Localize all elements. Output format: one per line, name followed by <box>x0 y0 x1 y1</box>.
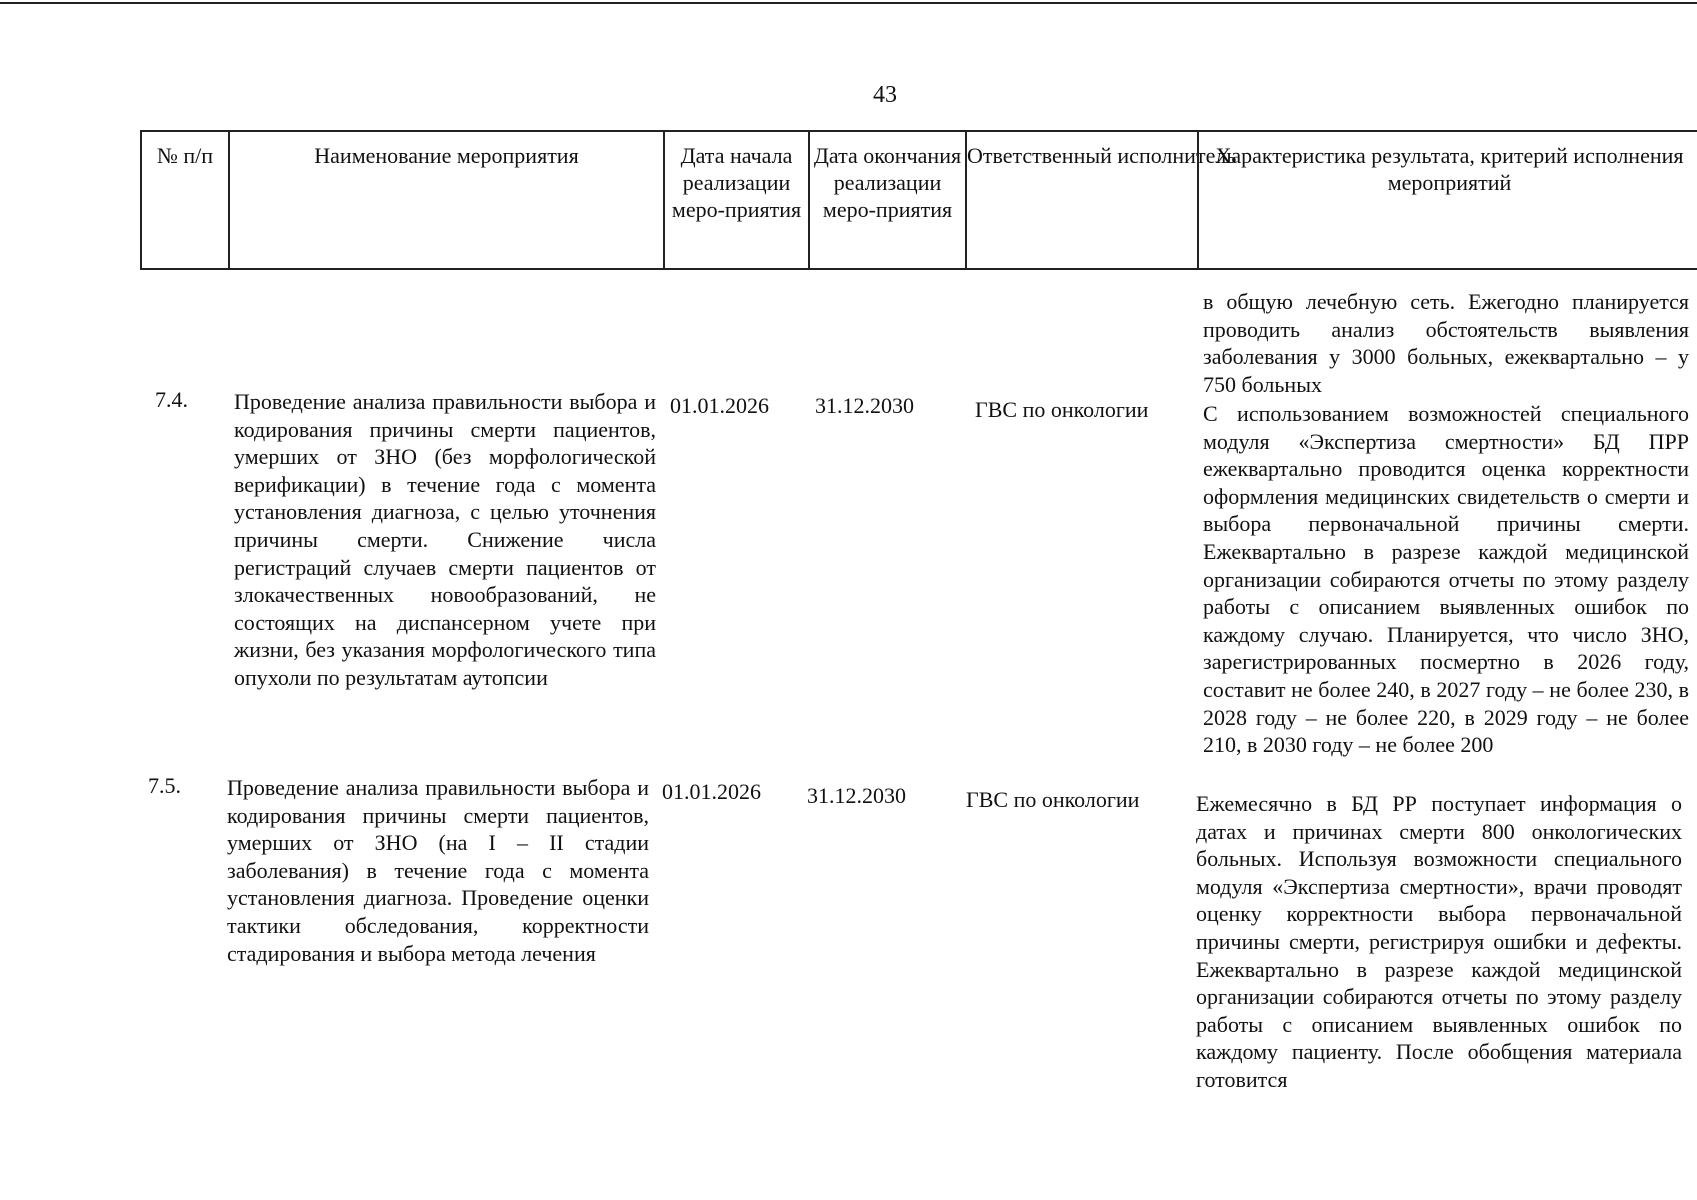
row-end-date: 31.12.2030 <box>807 783 906 808</box>
header-start-date: Дата начала реализации меро-приятия <box>663 130 808 270</box>
row-result: С использованием возможностей специального модуля «Экспертиза смертности» БД ПРР ежеквартально проводится оценка корректности оформления медицинских свидетельств о смерти и выбора первоначальной причины смерти. Ежеквартально в разрезе каждой медицинской организации собираются отчеты по этому разделу работы с описанием выявленных ошибок по каждому случаю. Планируется, что число ЗНО, зарегистрированных посмертно в 2026 году, составит не более 240, в 2027 году – не более 230, в 2028 году – не более 220, в 2029 году – не более 210, в 2030 году – не более 200 <box>1203 401 1689 758</box>
continuation-text: в общую лечебную сеть. Ежегодно планируется проводить анализ обстоятельств выявления заболевания у 3000 больных, ежеквартально – у 750 больных <box>1203 289 1689 397</box>
header-num: № п/п <box>140 130 228 270</box>
header-bottom-border <box>140 268 1697 270</box>
row-start-date: 01.01.2026 <box>662 779 761 804</box>
row-end-date: 31.12.2030 <box>815 393 914 418</box>
top-border-line <box>0 2 1697 4</box>
header-result: Характеристика результата, критерий исполнения мероприятий <box>1197 130 1697 270</box>
header-name: Наименование мероприятия <box>228 130 663 270</box>
page-number: 43 <box>873 82 897 108</box>
row-start-date: 01.01.2026 <box>670 393 769 418</box>
row-name: Проведение анализа правильности выбора и кодирования причины смерти пациентов, умерших от ЗНО (на I – II стадии заболевания) в течение года с момента установления диагноза. Проведение оценки тактики обследования, корректности стадирования и выбора метода лечения <box>227 775 649 966</box>
row-responsible: ГВС по онкологии <box>975 397 1149 422</box>
header-responsible: Ответственный исполнитель <box>965 130 1197 270</box>
row-result: Ежемесячно в БД РР поступает информация о датах и причинах смерти 800 онкологических больных. Используя возможности специального модуля «Экспертиза смертности», врачи проводят оценку корректности выбора первоначальной причины смерти, регистрируя ошибки и дефекты. Ежеквартально в разрезе каждой медицинской организации собираются отчеты по этому разделу работы с описанием выявленных ошибок по каждому пациенту. После обобщения материала готовится <box>1196 791 1682 1092</box>
row-num: 7.5. <box>148 773 181 798</box>
header-end-date: Дата окончания реализации меро-приятия <box>808 130 965 270</box>
row-num: 7.4. <box>155 387 188 412</box>
row-responsible: ГВС по онкологии <box>966 787 1140 812</box>
row-name: Проведение анализа правильности выбора и кодирования причины смерти пациентов, умерших от ЗНО (без морфологической верификации) в течение года с момента установления диагноза, с целью уточнения причины смерти. Снижение числа регистраций случаев смерти пациентов от злокачественных новообразований, не состоящих на диспансерном учете при жизни, без указания морфологического типа опухоли по результатам аутопсии <box>234 389 656 690</box>
